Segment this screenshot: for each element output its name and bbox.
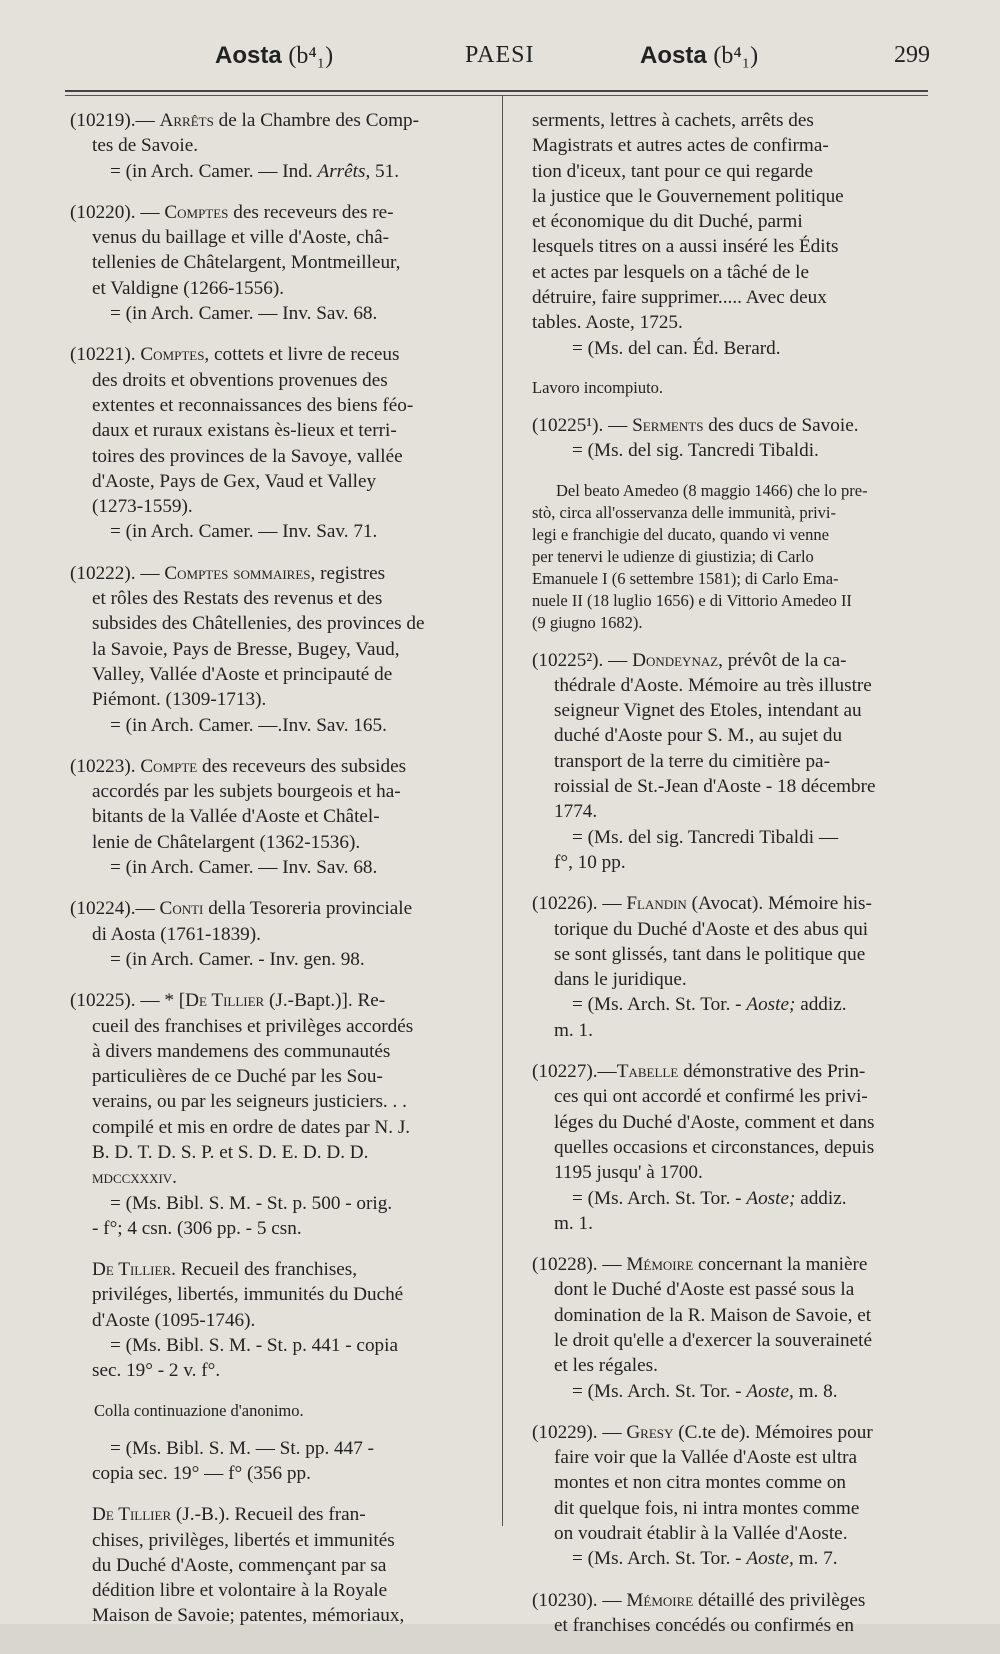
header-rule — [65, 90, 928, 92]
entry-text: se sont glissés, tant dans le politique que — [554, 943, 866, 965]
entry-text: (Avocat). Mémoire his- — [691, 893, 872, 915]
header-right-title — [640, 42, 758, 70]
entry-ref: = (Ms. del sig. Tancredi Tibaldi — — [572, 826, 839, 848]
entry-text: Magistrats et autres actes de confirma- — [532, 135, 829, 157]
entry-text: concernant la manière — [698, 1254, 868, 1276]
ref-text: = (Ms. Arch. St. Tor. - — [572, 1548, 747, 1570]
header-rule-thin — [65, 95, 928, 96]
entry-line — [532, 1588, 952, 1613]
entry-ref: = (Ms. del sig. Tancredi Tibaldi. — [572, 440, 819, 462]
entry-text: accordés par les subjets bourgeois et ha- — [92, 781, 401, 803]
entry-note — [532, 480, 952, 634]
entry-text: B. D. T. D. S. P. et S. D. E. D. D. D. — [92, 1141, 369, 1163]
entry-10230 — [532, 1588, 952, 1639]
entry-text: dédition libre et volontaire à la Royale — [92, 1580, 388, 1602]
entry-text: Maison de Savoie; patentes, mémoriaux, — [92, 1605, 405, 1627]
entry-text: extentes et reconnaissances des biens féo- — [92, 394, 414, 416]
entry-continuation — [532, 108, 952, 361]
entry-10226 — [532, 891, 952, 1043]
entry-head: Dondeynaz, — [632, 649, 723, 671]
entry-text: daux et ruraux existans ès-lieux et terri- — [92, 420, 397, 442]
entry-10220 — [70, 200, 488, 326]
entry-text: serments, lettres à cachets, arrêts des — [532, 110, 814, 131]
entry-text: dit quelque fois, ni intra montes comme — [554, 1497, 860, 1519]
entry-line — [70, 1257, 488, 1282]
entry-text: particulières de ce Duché par les Sou- — [92, 1066, 383, 1088]
entry-text: transport de la terre du cimitière pa- — [554, 750, 830, 772]
entry-ref: = (in Arch. Camer. — Inv. Sav. 68. — [110, 857, 378, 879]
entry-ref: - f°; 4 csn. (306 pp. - 5 csn. — [92, 1217, 302, 1239]
entry-text: la Savoie, Pays de Bresse, Bugey, Vaud, — [92, 638, 400, 660]
header-center: PAESI — [465, 42, 535, 68]
entry-10227 — [532, 1059, 952, 1236]
entry-text: tellenies de Châtelargent, Montmeilleur, — [92, 252, 401, 274]
entry-text: chises, privilèges, libertés et immunités — [92, 1529, 395, 1551]
entry-ref — [532, 1379, 952, 1404]
entry-10222 — [70, 561, 488, 738]
entry-text: et franchises concédés ou confirmés en — [554, 1614, 854, 1636]
entry-text: domination de la R. Maison de Savoie, et — [554, 1304, 872, 1326]
entry-text: des receveurs des subsides — [202, 755, 407, 777]
ref-italic: Aoste; — [746, 1187, 796, 1209]
entry-head: Comptes, — [140, 344, 210, 366]
entry-text: cottets et livre de receus — [214, 344, 400, 366]
entry-text: tion d'iceux, tant pour ce qui regarde — [532, 160, 814, 182]
entry-text: torique du Duché d'Aoste et des abus qui — [554, 918, 869, 940]
entry-text: prévôt de la ca- — [727, 649, 847, 671]
ref-text: = (Ms. Arch. St. Tor. - — [572, 1187, 747, 1209]
entry-10229 — [532, 1420, 952, 1572]
entry-text: et actes par lesquels on a tâché de le — [532, 261, 810, 283]
entry-line — [532, 1059, 952, 1084]
entry-text: seigneur Vignet des Etoles, intendant au — [554, 700, 862, 722]
ref-italic: Aoste, — [746, 1380, 794, 1402]
entry-text: détaillé des privilèges — [698, 1589, 866, 1611]
entry-head: Mémoire — [626, 1254, 694, 1276]
entry-text: la justice que le Gouvernement politique — [532, 185, 844, 207]
ref-text: = (Ms. Arch. St. Tor. - — [572, 994, 747, 1016]
entry-text: ces qui ont accordé et confirmé les privi- — [554, 1086, 868, 1108]
entry-de-tillier-recueil — [70, 1257, 488, 1383]
note-line: Emanuele I (6 settembre 1581); di Carlo Ema- — [532, 568, 839, 588]
entry-text: Piémont. (1309-1713). — [92, 689, 267, 711]
header-left-name: Aosta — [215, 42, 282, 69]
note-line: stò, circa all'osservanza delle immunità, privi- — [532, 502, 836, 522]
entry-ref: = (Ms. del can. Éd. Berard. — [572, 337, 781, 359]
entry-ref: = (in Arch. Camer. — Inv. Sav. 71. — [110, 521, 378, 543]
entry-head: Gresy — [626, 1421, 674, 1443]
entry-ref: copia sec. 19° — f° (356 pp. — [92, 1462, 311, 1484]
entry-line — [532, 1252, 952, 1277]
entry-text: subsides des Châtellenies, des provinces de — [92, 613, 425, 635]
entry-line — [70, 988, 488, 1013]
entry-head: Mémoire — [626, 1589, 694, 1611]
header-right-sub: (b⁴₁) — [713, 43, 759, 69]
ref-text-end: m. 7. — [793, 1548, 838, 1570]
entry-number: (10228). — — [532, 1254, 622, 1276]
entry-line — [70, 1502, 488, 1527]
entry-10225 — [70, 988, 488, 1241]
entry-10225-2 — [532, 648, 952, 876]
entry-text: d'Aoste (1095-1746). — [92, 1309, 256, 1331]
entry-10219 — [70, 108, 488, 184]
entry-text: démonstrative des Prin- — [683, 1061, 866, 1083]
entry-line — [70, 108, 488, 133]
entry-line — [532, 891, 952, 916]
ref-italic: Aoste; — [746, 994, 796, 1016]
note-line: (9 giugno 1682). — [532, 612, 643, 632]
entry-number: (10226). — — [532, 893, 622, 915]
entry-text: venus du baillage et ville d'Aoste, châ- — [92, 227, 390, 249]
entry-ref: = (in Arch. Camer. — Inv. Sav. 68. — [110, 303, 378, 325]
entry-ref — [70, 159, 488, 184]
entry-text: et Valdigne (1266-1556). — [92, 277, 285, 299]
entry-line — [532, 1420, 952, 1445]
entry-ref: = (Ms. Bibl. S. M. - St. p. 500 - orig. — [110, 1192, 393, 1214]
entry-head: Comptes sommaires, — [164, 562, 316, 584]
entry-text: tes de Savoie. — [92, 135, 199, 157]
entry-line — [70, 754, 488, 779]
entry-line — [532, 648, 952, 673]
note-line: Del beato Amedeo (8 maggio 1466) che lo pre- — [556, 480, 868, 500]
entry-text: quelles occasions et circonstances, depuis — [554, 1136, 875, 1158]
entry-head: Conti — [159, 898, 204, 920]
entry-ref — [532, 1546, 952, 1571]
entry-10221 — [70, 342, 488, 544]
entry-ref: = (Ms. Bibl. S. M. — St. pp. 447 - — [110, 1437, 375, 1459]
entry-text: faire voir que la Vallée d'Aoste est ultra — [554, 1447, 858, 1469]
entry-note: Colla continuazione d'anonimo. — [94, 1400, 304, 1420]
entry-note: Lavoro incompiuto. — [532, 377, 664, 397]
entry-text: mdccxxxiv. — [92, 1167, 177, 1189]
entry-ref: m. 1. — [554, 1019, 593, 1041]
entry-de-tillier-copy — [70, 1436, 488, 1487]
page-number: 299 — [894, 42, 930, 68]
entry-head: Tabelle — [616, 1061, 679, 1083]
entry-number: (10219).— — [70, 110, 155, 131]
note-line: per tenervi le udienze di giustizia; di Carlo — [532, 546, 814, 566]
entry-number: (10230). — — [532, 1589, 622, 1611]
entry-text: toires des provinces de la Savoye, vallée — [92, 445, 403, 467]
entry-head: De Tillier. — [92, 1259, 176, 1281]
entry-10224 — [70, 896, 488, 972]
entry-text: (C.te de). Mémoires pour — [678, 1421, 873, 1443]
entry-text: (J.-B.). Recueil des fran- — [175, 1504, 366, 1526]
note-line: legi e franchigie del ducato, quando vi venne — [532, 524, 829, 544]
entry-ref: f°, 10 pp. — [554, 851, 626, 873]
entry-text: dans le juridique. — [554, 969, 687, 991]
header-left-title — [215, 42, 333, 70]
entry-number: (10225²). — — [532, 649, 628, 671]
right-column — [532, 108, 952, 1654]
entry-ref: = (in Arch. Camer. —.Inv. Sav. 165. — [110, 714, 387, 736]
entry-text: Recueil des franchises, — [180, 1259, 358, 1281]
entry-text: roissial de St.-Jean d'Aoste - 18 décembre — [554, 776, 876, 798]
entry-text: des ducs de Savoie. — [708, 414, 859, 436]
entry-text: des receveurs des re- — [233, 201, 394, 223]
entry-head: De Tillier — [92, 1504, 172, 1526]
entry-number: (10221). — [70, 344, 136, 366]
entry-text: à divers mandemens des communautés — [92, 1040, 391, 1062]
ref-text-end: m. 8. — [793, 1380, 838, 1402]
entry-number: (10224).— — [70, 898, 155, 920]
column-divider — [502, 96, 503, 1526]
ref-text: = (in Arch. Camer. — Ind. — [110, 160, 318, 182]
entry-text: on voudrait établir à la Vallée d'Aoste. — [554, 1523, 848, 1545]
entry-text: (J.-Bapt.)]. Re- — [269, 990, 386, 1012]
entry-number: (10227).— — [532, 1061, 617, 1083]
entry-text: montes et non citra montes comme on — [554, 1472, 847, 1494]
entry-head: Flandin — [626, 893, 687, 915]
entry-line — [70, 200, 488, 225]
entry-text: et les régales. — [554, 1355, 658, 1377]
entry-ref — [532, 1186, 952, 1211]
entry-ref: m. 1. — [554, 1212, 593, 1234]
entry-number: (10222). — — [70, 562, 160, 584]
entry-text: tables. Aoste, 1725. — [532, 312, 683, 334]
entry-line — [70, 342, 488, 367]
entry-ref — [532, 992, 952, 1017]
left-column — [70, 108, 488, 1645]
entry-number: (10225). — * [ — [70, 990, 186, 1012]
entry-text: bitants de la Vallée d'Aoste et Châtel- — [92, 806, 380, 828]
ref-text-end: , 51. — [365, 160, 400, 182]
entry-text: lesquels titres on a aussi inséré les Édits — [532, 236, 839, 258]
ref-italic: Arrêts — [317, 160, 366, 182]
entry-text: léges du Duché d'Aoste, comment et dans — [554, 1111, 875, 1133]
entry-text: verains, ou par les seigneurs justiciers. . . — [92, 1091, 407, 1113]
entry-text: di Aosta (1761-1839). — [92, 923, 261, 945]
entry-text: 1195 jusqu' à 1700. — [554, 1162, 703, 1184]
entry-text: cueil des franchises et privilèges accordés — [92, 1015, 414, 1037]
entry-text: duché d'Aoste pour S. M., au sujet du — [554, 725, 843, 747]
entry-10223 — [70, 754, 488, 880]
header-right-name: Aosta — [640, 42, 707, 69]
entry-text: compilé et mis en ordre de dates par N. J. — [92, 1116, 411, 1138]
entry-text: priviléges, libertés, immunités du Duché — [92, 1284, 404, 1306]
entry-line — [70, 896, 488, 921]
entry-text: 1774. — [554, 801, 598, 823]
entry-text: Valley, Vallée d'Aoste et principauté de — [92, 663, 393, 685]
entry-10228 — [532, 1252, 952, 1404]
ref-italic: Aoste, — [746, 1548, 794, 1570]
ref-text-end: addiz. — [795, 994, 847, 1016]
entry-text: de la Chambre des Comp- — [218, 110, 419, 131]
entry-number: (10223). — [70, 755, 136, 777]
entry-text: lenie de Châtelargent (1362-1536). — [92, 831, 361, 853]
note-line: nuele II (18 luglio 1656) e di Vittorio Amedeo II — [532, 590, 852, 610]
entry-text: dont le Duché d'Aoste est passé sous la — [554, 1279, 855, 1301]
entry-text: (1273-1559). — [92, 496, 193, 518]
entry-head: Serments — [632, 414, 704, 436]
entry-text: et économique du dit Duché, parmi — [532, 211, 803, 233]
ref-text: = (Ms. Arch. St. Tor. - — [572, 1380, 747, 1402]
entry-text: et rôles des Restats des revenus et des — [92, 588, 383, 610]
entry-ref: = (Ms. Bibl. S. M. - St. p. 441 - copia — [110, 1335, 398, 1357]
entry-head: De Tillier — [185, 990, 265, 1012]
header-left-sub: (b⁴₁) — [288, 43, 334, 69]
entry-number: (10220). — — [70, 201, 160, 223]
entry-text: du Duché d'Aoste, commençant par sa — [92, 1554, 387, 1576]
entry-text: registres — [320, 562, 386, 584]
entry-10225-1 — [532, 413, 952, 464]
entry-number: (10229). — — [532, 1421, 622, 1443]
ref-text-end: addiz. — [795, 1187, 847, 1209]
entry-line — [532, 413, 952, 438]
page-header — [60, 42, 930, 82]
entry-line — [70, 561, 488, 586]
entry-text: le droit qu'elle a d'exercer la souveraineté — [554, 1329, 873, 1351]
entry-head: Arrêts — [159, 110, 214, 131]
entry-ref: = (in Arch. Camer. - Inv. gen. 98. — [110, 948, 365, 970]
entry-text: d'Aoste, Pays de Gex, Vaud et Valley — [92, 470, 377, 492]
entry-text: des droits et obventions provenues des — [92, 369, 388, 391]
entry-ref: sec. 19° - 2 v. f°. — [92, 1360, 221, 1382]
entry-de-tillier-franchises — [70, 1502, 488, 1628]
entry-text: della Tesoreria provinciale — [208, 898, 413, 920]
entry-number: (10225¹). — — [532, 414, 628, 436]
entry-head: Comptes — [164, 201, 229, 223]
entry-text: thédrale d'Aoste. Mémoire au très illustre — [554, 674, 872, 696]
entry-head: Compte — [140, 755, 198, 777]
entry-text: détruire, faire supprimer..... Avec deux — [532, 287, 827, 309]
